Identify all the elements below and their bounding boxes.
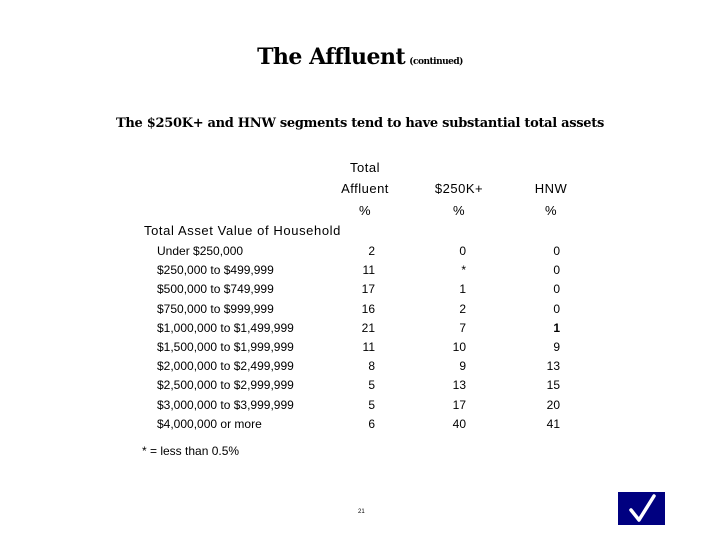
table-cell: 1 xyxy=(459,282,466,297)
row-label: $1,000,000 to $1,499,999 xyxy=(157,320,294,335)
row-label: $750,000 to $999,999 xyxy=(157,301,274,316)
row-label: $1,500,000 to $1,999,999 xyxy=(157,340,294,354)
table-cell: 5 xyxy=(368,378,375,393)
table-cell: 2 xyxy=(459,301,466,316)
table-cell: 17 xyxy=(452,397,466,412)
table-cell: 0 xyxy=(553,282,560,297)
table-cell: 41 xyxy=(546,416,560,431)
table-cell: 15 xyxy=(546,378,560,393)
row-label: $4,000,000 or more xyxy=(157,416,262,431)
row-label: $2,500,000 to $2,999,999 xyxy=(157,378,294,393)
table-cell: 10 xyxy=(452,340,466,354)
row-label: $250,000 to $499,999 xyxy=(157,263,274,278)
table-cell: 9 xyxy=(553,340,560,354)
table-cell: 0 xyxy=(459,244,466,258)
table-cell: 0 xyxy=(553,301,560,316)
table-cell: 16 xyxy=(361,301,375,316)
table-cell: 11 xyxy=(362,340,375,354)
col-header-250k-unit: % xyxy=(452,203,466,218)
row-label: Under $250,000 xyxy=(157,244,244,258)
table-cell: 2 xyxy=(368,244,375,258)
table-cell: 20 xyxy=(546,397,560,412)
page-number: 21 xyxy=(358,509,365,515)
table-cell: 40 xyxy=(452,416,466,431)
row-label: $3,000,000 to $3,999,999 xyxy=(157,397,294,412)
checkmark-icon xyxy=(627,494,657,524)
table-cell: 1 xyxy=(553,320,560,335)
footnote: * = less than 0.5% xyxy=(142,444,240,458)
title-suffix: (continued) xyxy=(409,57,463,67)
col-header-total-unit: % xyxy=(358,203,372,218)
row-label: $500,000 to $749,999 xyxy=(157,282,274,297)
col-header-total-line1: Total xyxy=(350,160,380,175)
table-cell: 5 xyxy=(368,397,375,412)
table-cell: 9 xyxy=(459,359,466,374)
table-cell: 13 xyxy=(452,378,466,393)
page-subtitle: The $250K+ and HNW segments tend to have substantial total assets xyxy=(116,116,604,131)
col-header-hnw: HNW xyxy=(534,181,568,196)
row-label: $2,000,000 to $2,499,999 xyxy=(157,359,294,374)
table-cell: 17 xyxy=(361,282,375,297)
table-cell: 0 xyxy=(553,244,560,258)
table-cell: * xyxy=(461,263,466,278)
table-cell: 13 xyxy=(546,359,560,374)
table-cell: 7 xyxy=(459,320,466,335)
title-text: The Affluent xyxy=(257,44,406,70)
page-title xyxy=(0,44,720,70)
table-cell: 11 xyxy=(362,263,375,278)
next-slide-button[interactable] xyxy=(618,492,665,525)
col-header-total-line2: Affluent xyxy=(341,181,389,196)
col-header-250k: $250K+ xyxy=(434,181,484,196)
section-label: Total Asset Value of Household xyxy=(144,223,341,238)
col-header-hnw-unit: % xyxy=(544,203,558,218)
table-cell: 21 xyxy=(361,320,375,335)
table-cell: 8 xyxy=(368,359,375,374)
table-cell: 0 xyxy=(553,263,560,278)
table-cell: 6 xyxy=(368,416,375,431)
